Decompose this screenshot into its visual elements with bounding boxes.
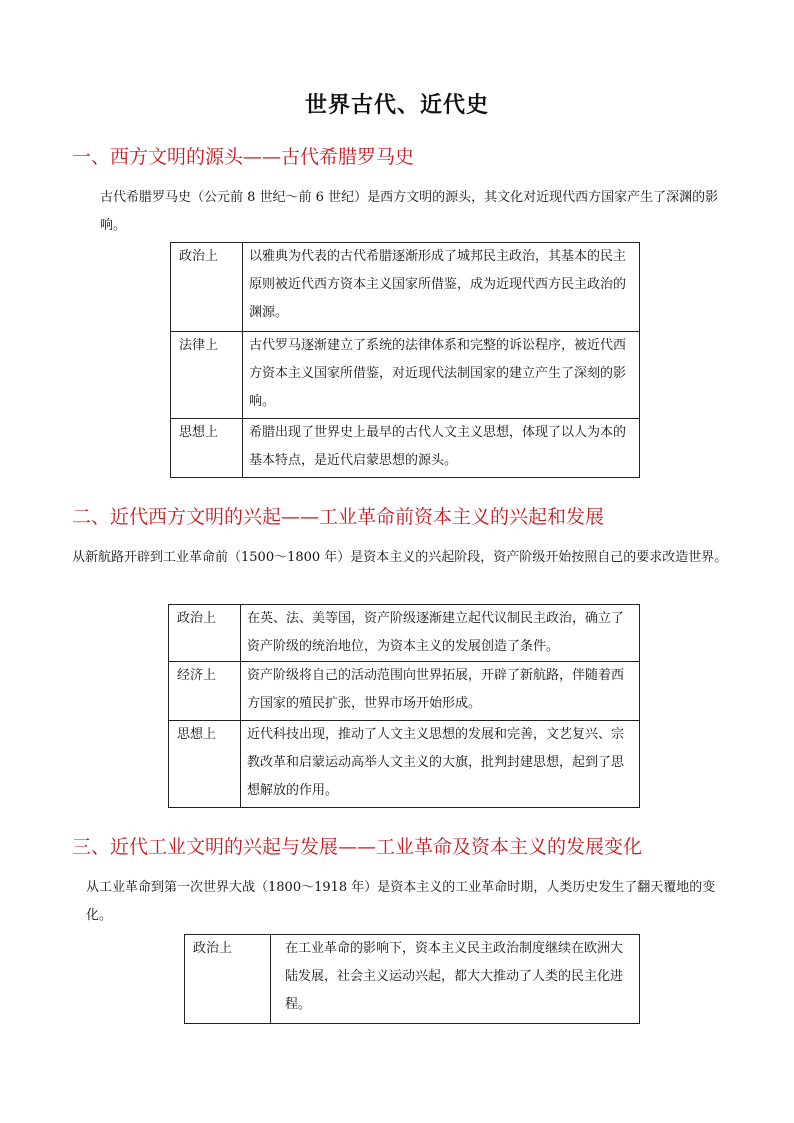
row-text: 近代科技出现，推动了人文主义思想的发展和完善，文艺复兴、宗教改革和启蒙运动高举人文主义的大旗，批判封建思想，起到了思想解放的作用。 <box>241 721 640 808</box>
table-row <box>171 332 640 419</box>
row-text: 古代罗马逐渐建立了系统的法律体系和完整的诉讼程序，被近代西方资本主义国家所借鉴，对近现代法制国家的建立产生了深刻的影响。 <box>243 332 640 419</box>
section-1-heading: 一、西方文明的源头——古代希腊罗马史 <box>72 146 415 168</box>
row-text: 以雅典为代表的古代希腊逐渐形成了城邦民主政治，其基本的民主原则被近代西方资本主义国家所借鉴，成为近现代西方民主政治的渊源。 <box>243 243 640 332</box>
row-label: 政治上 <box>169 605 241 662</box>
section-2-heading: 二、近代西方文明的兴起——工业革命前资本主义的兴起和发展 <box>72 506 605 528</box>
row-label: 法律上 <box>171 332 243 419</box>
table-row <box>171 243 640 332</box>
row-text: 希腊出现了世界史上最早的古代人文主义思想，体现了以人为本的基本特点，是近代启蒙思想的源头。 <box>243 419 640 478</box>
section-3-heading: 三、近代工业文明的兴起与发展——工业革命及资本主义的发展变化 <box>72 836 643 858</box>
row-text: 在英、法、美等国，资产阶级逐渐建立起代议制民主政治，确立了资产阶级的统治地位，为资本主义的发展创造了条件。 <box>241 605 640 662</box>
table-row <box>169 605 640 662</box>
row-text: 资产阶级将自己的活动范围向世界拓展，开辟了新航路，伴随着西方国家的殖民扩张，世界市场开始形成。 <box>241 662 640 721</box>
section-1-intro-text: 古代希腊罗马史（公元前 8 世纪～前 6 世纪）是西方文明的源头，其文化对近现代西方国家产生了深渊的影响。 <box>100 190 719 233</box>
table-row <box>185 935 640 1024</box>
page-title: 世界古代、近代史 <box>304 92 489 118</box>
section-1-intro <box>100 184 730 240</box>
table-row <box>169 721 640 808</box>
table-row <box>171 419 640 478</box>
row-label: 思想上 <box>169 721 241 808</box>
section-1-table <box>170 242 640 478</box>
row-label: 经济上 <box>169 662 241 721</box>
section-3-intro: 从工业革命到第一次世界大战（1800～1918 年）是资本主义的工业革命时期，人类历史发生了翻天覆地的变化。 <box>86 880 716 923</box>
row-label: 政治上 <box>171 243 243 332</box>
section-2-intro: 从新航路开辟到工业革命前（1500～1800 年）是资本主义的兴起阶段，资产阶级开始按照自己的要求改造世界。 <box>72 550 728 565</box>
row-text: 在工业革命的影响下，资本主义民主政治制度继续在欧洲大陆发展，社会主义运动兴起，都大大推动了人类的民主化进程。 <box>271 935 640 1024</box>
row-label: 政治上 <box>185 935 271 1024</box>
table-row <box>169 662 640 721</box>
section-3-table <box>184 934 640 1024</box>
section-2-table <box>168 604 640 808</box>
row-label: 思想上 <box>171 419 243 478</box>
